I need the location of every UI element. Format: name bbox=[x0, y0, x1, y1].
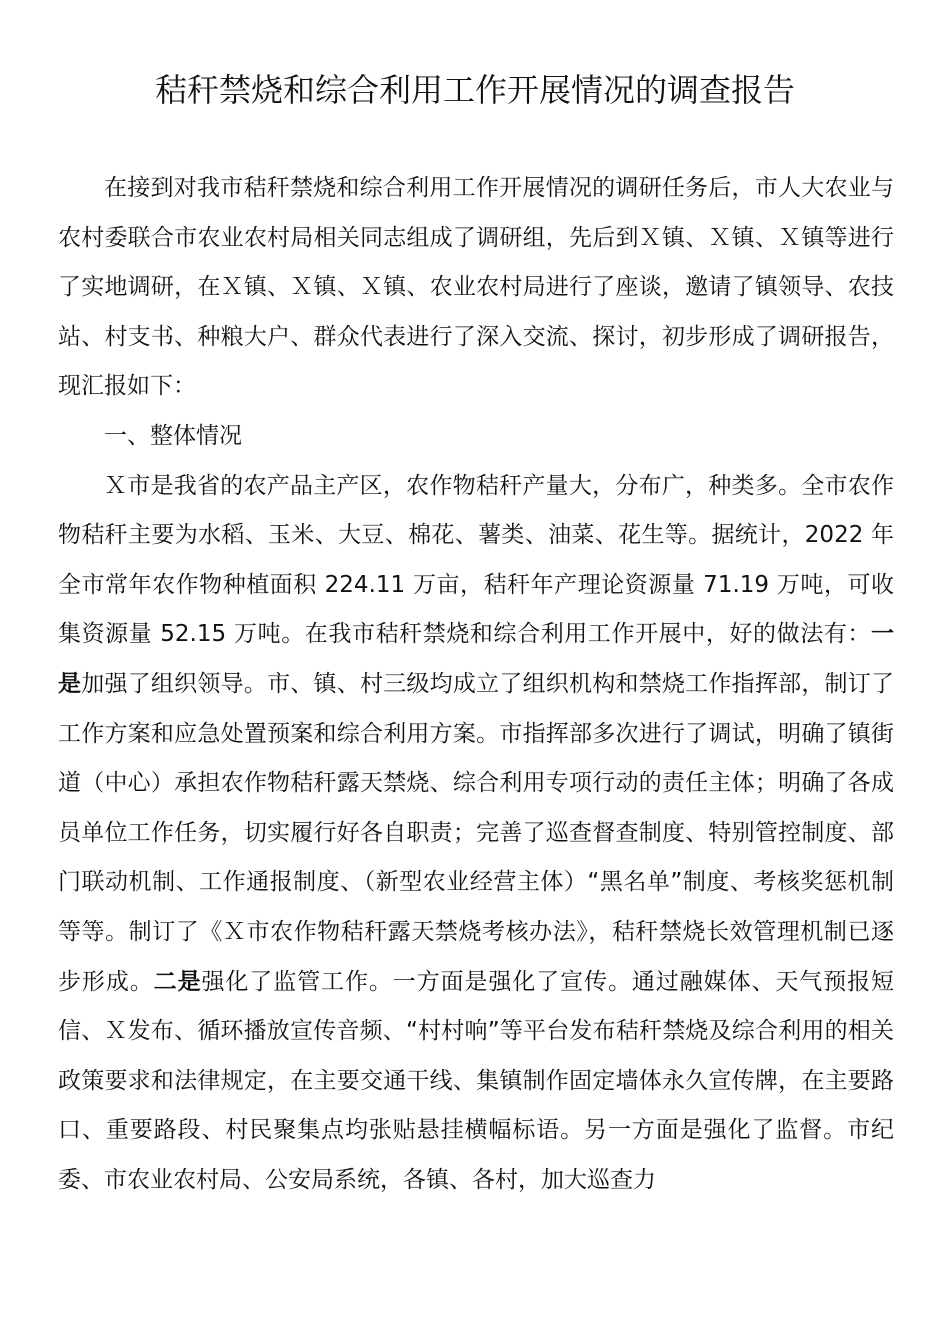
paragraph-text: 强化了监管工作。一方面是强化了宣传。通过融媒体、天气预报短信、Ｘ发布、循环播放宣传音频、“村村响”等平台发布秸秆禁烧及综合利用的相关政策要求和法律规定，在主要交通干线、集镇制作固定墙体永久宣传牌，在主要路口、重要路段、村民聚集点均张贴悬挂横幅标语。另一方面是强化了监督。市纪委、市农业农村局、公安局系统，各镇、各村，加大巡查力 bbox=[58, 968, 895, 1193]
document-title: 秸秆禁烧和综合利用工作开展情况的调查报告 bbox=[154, 71, 795, 109]
section-heading-overall: 一、整体情况 bbox=[104, 422, 242, 449]
intro-paragraph: 在接到对我市秸秆禁烧和综合利用工作开展情况的调研任务后，市人大农业与农村委联合市农业农村局相关同志组成了调研组，先后到Ｘ镇、Ｘ镇、Ｘ镇等进行了实地调研，在Ｘ镇、Ｘ镇、Ｘ镇、农业农村局进行了座谈，邀请了镇领导、农技站、村支书、种粮大户、群众代表进行了深入交流、探讨，初步形成了调研报告，现汇报如下： bbox=[58, 175, 895, 400]
document-body bbox=[58, 164, 894, 1205]
section-paragraph-overall bbox=[58, 462, 894, 1206]
paragraph-text: 加强了组织领导。市、镇、村三级均成立了组织机构和禁烧工作指挥部，制订了工作方案和应急处置预案和综合利用方案。市指挥部多次进行了调试，明确了镇街道（中心）承担农作物秸秆露天禁烧、综合利用专项行动的责任主体；明确了各成员单位工作任务，切实履行好各自职责；完善了巡查督查制度、特别管控制度、部门联动机制、工作通报制度、（新型农业经营主体）“黑名单”制度、考核奖惩机制等等。制订了《Ｘ市农作物秸秆露天禁烧考核办法》，秸秆禁烧长效管理机制已逐步形成。 bbox=[58, 670, 895, 995]
paragraph-text: Ｘ市是我省的农产品主产区，农作物秸秆产量大，分布广，种类多。全市农作物秸秆主要为水稻、玉米、大豆、棉花、薯类、油菜、花生等。据统计，2022 年全市常年农作物种植面积 224.11 万亩，秸秆年产理论资源量 71.19 万吨，可收集资源量 52.15 万吨。在我市秸秆禁烧和综合利用工作开展中，好的做法有： bbox=[58, 472, 894, 648]
point-label-second: 二是 bbox=[153, 968, 202, 995]
point-label-first: 一是 bbox=[58, 621, 894, 697]
